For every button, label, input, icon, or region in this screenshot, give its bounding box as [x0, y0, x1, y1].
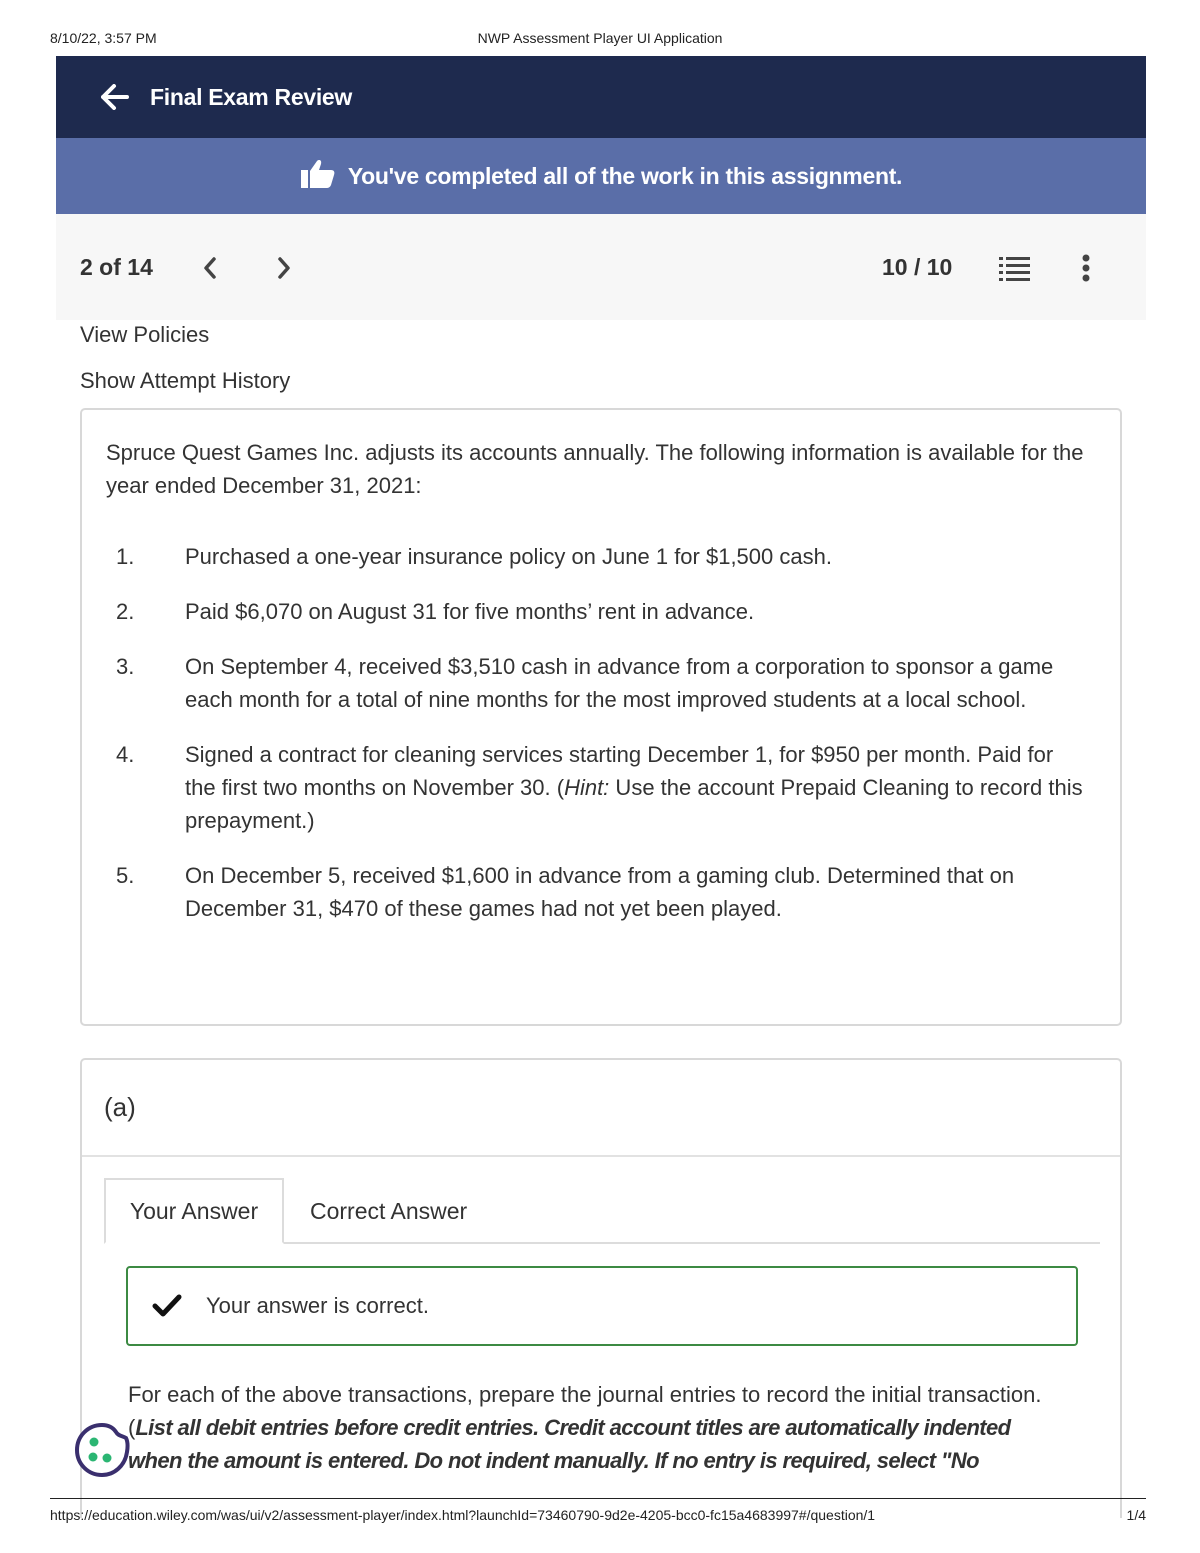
list-item-number: 2.: [116, 599, 135, 624]
transaction-list: [82, 540, 1122, 947]
list-item-number: 3.: [116, 654, 135, 679]
list-item-text: [185, 738, 1085, 837]
feedback-text: Your answer is correct.: [206, 1293, 429, 1318]
print-page-title: NWP Assessment Player UI Application: [477, 30, 723, 46]
print-url: https://education.wiley.com/was/ui/v2/assessment-player/index.html?launchId=73460790-9d2e-4205-bcc0-fc15a4683997#/question/1: [50, 1507, 876, 1523]
top-bar: [56, 56, 1146, 138]
question-nav-bar: [56, 214, 1146, 320]
hint-label: Hint:: [564, 775, 610, 800]
completion-message: You've completed all of the work in this assignment.: [347, 162, 903, 189]
cookie-settings-icon[interactable]: [72, 1420, 132, 1480]
list-item-text: On December 5, received $1,600 in advance from a gaming club. Determined that on December 31, $470 of these games had not yet been played.: [185, 863, 1015, 921]
part-instructions: [128, 1378, 1068, 1477]
instructions-emphasis: List all debit entries before credit entries. Credit account titles are automatically indented when the amount is entered. Do not indent manually. If no entry is required, select "No: [128, 1415, 1011, 1473]
arrow-left-icon[interactable]: [100, 82, 130, 112]
list-item-text: On September 4, received $3,510 cash in advance from a corporation to sponsor a game each month for a total of nine months for the most improved students at a local school.: [185, 654, 1054, 712]
assignment-title: Final Exam Review: [150, 83, 352, 110]
list-item: [82, 650, 1122, 716]
print-page-number: 1/4: [1126, 1507, 1146, 1523]
list-item-number: 4.: [116, 742, 135, 767]
print-datetime: 8/10/22, 3:57 PM: [50, 30, 157, 46]
completion-banner: [56, 138, 1146, 214]
tab-your-answer[interactable]: Your Answer: [104, 1178, 284, 1244]
tab-correct-answer[interactable]: Correct Answer: [310, 1197, 468, 1224]
print-footer: [50, 1498, 1146, 1523]
checkmark-icon: [152, 1294, 182, 1318]
list-item-text: Purchased a one-year insurance policy on June 1 for $1,500 cash.: [185, 544, 832, 569]
show-attempt-history-link[interactable]: Show Attempt History: [80, 368, 291, 393]
question-intro: Spruce Quest Games Inc. adjusts its accounts annually. The following information is available for the year ended December 31, 2021:: [106, 440, 1084, 498]
question-position: 2 of 14: [80, 254, 153, 280]
part-label: (a): [104, 1092, 136, 1122]
list-item-number: 1.: [116, 544, 135, 569]
list-item: [82, 859, 1122, 925]
chevron-right-icon[interactable]: [272, 254, 296, 282]
question-part-box: [80, 1058, 1122, 1518]
part-divider: [82, 1155, 1120, 1157]
list-item-number: 5.: [116, 863, 135, 888]
question-score: 10 / 10: [882, 254, 953, 280]
more-vertical-icon[interactable]: [1078, 254, 1094, 284]
list-item: [82, 595, 1122, 628]
answer-tabs: [104, 1178, 1100, 1244]
question-stem-box: [80, 408, 1122, 1026]
question-list-icon[interactable]: [998, 254, 1032, 284]
list-item: [82, 738, 1122, 837]
chevron-left-icon[interactable]: [198, 254, 222, 282]
thumbs-up-icon: [300, 159, 336, 194]
list-item-text-after: Use the account Prepaid Cleaning to record this prepayment.): [185, 775, 1083, 833]
list-item-text-before: Signed a contract for cleaning services starting December 1, for $950 per month. Paid for the first two months on November 30. (: [185, 742, 1054, 800]
list-item-text: Paid $6,070 on August 31 for five months’ rent in advance.: [185, 599, 755, 624]
view-policies-link[interactable]: View Policies: [80, 322, 210, 347]
instructions-plain: For each of the above transactions, prepare the journal entries to record the initial transaction. (: [128, 1382, 1042, 1440]
list-item: [82, 540, 1122, 573]
answer-feedback: [126, 1266, 1078, 1346]
print-header: [50, 30, 1150, 48]
